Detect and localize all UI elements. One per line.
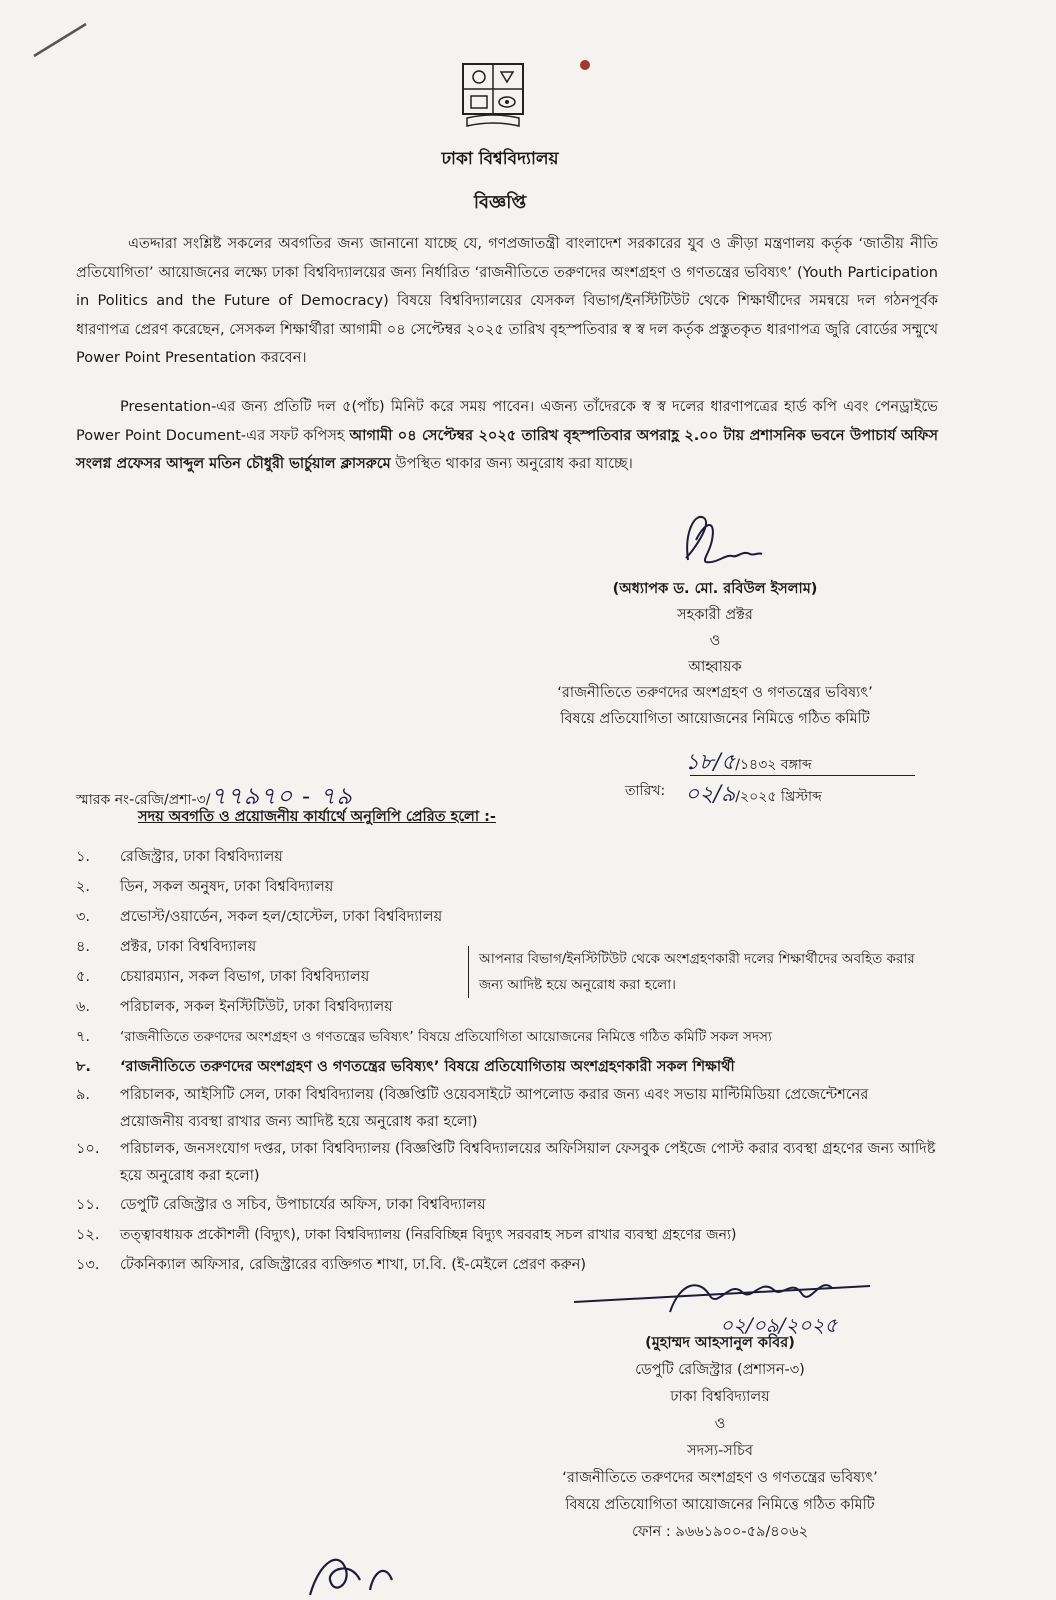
- list-item: [76, 1082, 936, 1136]
- date-english-printed: /২০২৫ খ্রিস্টাব্দ: [735, 789, 822, 805]
- list-item-number: ৯.: [76, 1087, 91, 1103]
- list-item-text: তত্ত্বাবধায়ক প্রকৌশলী (বিদ্যুৎ), ঢাকা বিশ্ববিদ্যালয় (নিরবিচ্ছিন্ন বিদ্যুৎ সরবরাহ সচল রাখার ব্যবস্থা গ্রহণের জন্য): [120, 1227, 737, 1243]
- list-item-text: চেয়ারম্যান, সকল বিভাগ, ঢাকা বিশ্ববিদ্যালয়: [120, 969, 370, 985]
- list-item-text: পরিচালক, আইসিটি সেল, ঢাকা বিশ্ববিদ্যালয় (বিজ্ঞপ্তিটি ওয়েবসাইটে আপলোড করার জন্য এবং সভায় মাল্টিমিডিয়া প্রেজেন্টেশনের প্রয়োজনীয় ব্যবস্থা রাখার জন্য আদিষ্ট হয়ে অনুরোধ করা হলো): [120, 1087, 869, 1130]
- date-english-handwritten: ০২/৯: [685, 782, 736, 807]
- member-secretary-name: (মুহাম্মদ আহসানুল কবির): [645, 1335, 795, 1351]
- convener-committee-line2: বিষয়ে প্রতিযোগিতা আয়োজনের নিমিত্তে গঠিত কমিটি: [560, 711, 870, 727]
- list-item-number: ৭.: [76, 1029, 91, 1045]
- list-item-number: ১০.: [76, 1141, 100, 1157]
- convener-block: [500, 576, 930, 732]
- list-item: [76, 1190, 936, 1220]
- member-secretary-role: সদস্য-সচিব: [687, 1443, 753, 1459]
- cc-heading: সদয় অবগতি ও প্রয়োজনীয় কার্যার্থে অনুলিপি প্রেরিত হলো :-: [138, 809, 496, 825]
- member-secretary-phone: ফোন : ৯৬৬১৯০০-৫৯/৪০৬২: [631, 1524, 808, 1540]
- ink-dot: [580, 60, 590, 70]
- list-item-number: ৫.: [76, 969, 91, 985]
- list-item-text: পরিচালক, সকল ইনস্টিটিউট, ঢাকা বিশ্ববিদ্যালয়: [120, 999, 393, 1015]
- list-item-number: ৩.: [76, 909, 91, 925]
- university-seal-icon: [461, 62, 525, 134]
- list-item: [76, 1220, 936, 1250]
- signature-date-handwritten: ০২/০৯/২০২৫: [720, 1313, 838, 1337]
- convener-title: সহকারী প্রক্টর: [677, 607, 753, 623]
- list-item: [76, 902, 936, 932]
- notice-paragraph-2: [76, 393, 938, 479]
- list-item-text: ডিন, সকল অনুষদ, ঢাকা বিশ্ববিদ্যালয়: [120, 879, 334, 895]
- date-bangla-printed: /১৪৩২ বঙ্গাব্দ: [735, 757, 812, 773]
- list-item-text: প্রভোস্ট/ওয়ার্ডেন, সকল হল/হোস্টেল, ঢাকা বিশ্ববিদ্যালয়: [120, 909, 443, 925]
- memo-label: স্মারক নং-রেজি/প্রশা-৩/: [76, 792, 211, 808]
- bracket-note: আপনার বিভাগ/ইনস্টিটিউট থেকে অংশগ্রহণকারী দলের শিক্ষার্থীদের অবহিত করার জন্য আদিষ্ট হয়ে অনুরোধ করা হলো।: [468, 946, 919, 998]
- convener-signature: [676, 510, 766, 570]
- member-secretary-org: ঢাকা বিশ্ববিদ্যালয়: [670, 1389, 770, 1405]
- cc-list: [76, 842, 936, 1280]
- list-item-number: ২.: [76, 879, 91, 895]
- list-item-number: ৮.: [76, 1059, 91, 1075]
- list-item: [76, 842, 936, 872]
- list-item-text: প্রক্টর, ঢাকা বিশ্ববিদ্যালয়: [120, 939, 257, 955]
- notice-title: বিজ্ঞপ্তি: [473, 192, 527, 213]
- list-item-number: ১১.: [76, 1197, 100, 1213]
- list-item-number: ৪.: [76, 939, 91, 955]
- paragraph-2-venue-time: আগামী ০৪ সেপ্টেম্বর ২০২৫ তারিখ বৃহস্পতিবার অপরাহ্ণ ২.০০ টায় প্রশাসনিক ভবনে উপাচার্য অফিস সংলগ্ন প্রফেসর আব্দুল মতিন চৌধুরী ভার্চুয়াল ক্লাসরুমে: [76, 427, 938, 472]
- initials-mark: [300, 1540, 410, 1600]
- list-item-number: ৬.: [76, 999, 91, 1015]
- date-divider: [690, 775, 915, 776]
- convener-name: (অধ্যাপক ড. মো. রবিউল ইসলাম): [612, 581, 818, 597]
- date-label: তারিখ:: [625, 783, 666, 799]
- member-secretary-committee-line2: বিষয়ে প্রতিযোগিতা আয়োজনের নিমিত্তে গঠিত কমিটি: [565, 1497, 875, 1513]
- date-block: [685, 748, 822, 812]
- list-item-number: ১২.: [76, 1227, 100, 1243]
- list-item: [76, 872, 936, 902]
- memo-handwritten-number: ৭৭৯৭০ - ৭৯: [210, 782, 353, 810]
- list-item: [76, 1136, 936, 1190]
- list-item-text: পরিচালক, জনসংযোগ দপ্তর, ঢাকা বিশ্ববিদ্যালয় (বিজ্ঞপ্তিটি বিশ্ববিদ্যালয়ের অফিসিয়াল ফেসবুক পেইজে পোস্ট করার ব্যবস্থা গ্রহণের জন্য আদিষ্ট হয়ে অনুরোধ করা হলো): [120, 1141, 936, 1184]
- convener-and: ও: [709, 633, 721, 649]
- member-secretary-block: [510, 1330, 930, 1546]
- member-secretary-and: ও: [714, 1416, 726, 1432]
- pen-stroke-mark: [30, 20, 90, 60]
- member-secretary-committee-line1: ‘রাজনীতিতে তরুণদের অংশগ্রহণ ও গণতন্ত্রের ভবিষ্যৎ’: [562, 1470, 878, 1486]
- list-item-text: টেকনিক্যাল অফিসার, রেজিস্ট্রারের ব্যক্তিগত শাখা, ঢা.বি. (ই-মেইলে প্রেরণ করুন): [120, 1257, 587, 1273]
- list-item-text: ডেপুটি রেজিস্ট্রার ও সচিব, উপাচার্যের অফিস, ঢাকা বিশ্ববিদ্যালয়: [120, 1197, 486, 1213]
- convener-role: আহ্বায়ক: [688, 659, 742, 675]
- list-item-text: ‘রাজনীতিতে তরুণদের অংশগ্রহণ ও গণতন্ত্রের ভবিষ্যৎ’ বিষয়ে প্রতিযোগিতায় অংশগ্রহণকারী সকল শিক্ষার্থী: [120, 1059, 735, 1075]
- member-secretary-title: ডেপুটি রেজিস্ট্রার (প্রশাসন-৩): [635, 1362, 805, 1378]
- convener-committee-line1: ‘রাজনীতিতে তরুণদের অংশগ্রহণ ও গণতন্ত্রের ভবিষ্যৎ’: [557, 685, 873, 701]
- list-item-text: ‘রাজনীতিতে তরুণদের অংশগ্রহণ ও গণতন্ত্রের ভবিষ্যৎ’ বিষয়ে প্রতিযোগিতা আয়োজনের নিমিত্তে গঠিত কমিটি সকল সদস্য: [120, 1029, 772, 1045]
- list-item: [76, 1022, 936, 1052]
- list-item-text: রেজিস্ট্রার, ঢাকা বিশ্ববিদ্যালয়: [120, 849, 283, 865]
- university-name: ঢাকা বিশ্ববিদ্যালয়: [441, 149, 559, 169]
- paragraph-2-lead: Presentation-এর জন্য প্রতিটি দল ৫(পাঁচ) মিনিট করে সময় পাবেন। এজন্য তাঁদেরকে স্ব স্ব দলের ধারণাপত্রের হার্ড কপি এবং পেনড্রাইভে Power Point Document-এর সফট কপিসহ: [76, 399, 938, 444]
- date-english: [685, 780, 822, 812]
- list-item-number: ১৩.: [76, 1257, 100, 1273]
- date-bangla-handwritten: ১৮/৫: [685, 750, 736, 775]
- list-item-number: ১.: [76, 849, 91, 865]
- paragraph-2-tail: উপস্থিত থাকার জন্য অনুরোধ করা যাচ্ছে।: [390, 456, 633, 472]
- notice-paragraph-1: এতদ্দারা সংশ্লিষ্ট সকলের অবগতির জন্য জানানো যাচ্ছে যে, গণপ্রজাতন্ত্রী বাংলাদেশ সরকারের যুব ও ক্রীড়া মন্ত্রণালয় কর্তৃক ‘জাতীয় নীতি প্রতিযোগিতা’ আয়োজনের লক্ষ্যে ঢাকা বিশ্ববিদ্যালয়ের জন্য নির্ধারিত ‘রাজনীতিতে তরুণদের অংশগ্রহণ ও গণতন্ত্রের ভবিষ্যৎ’ (Youth Participation in Politics and the Future of Democracy) বিষয়ে বিশ্ববিদ্যালয়ের যেসকল বিভাগ/ইনস্টিটিউট থেকে শিক্ষার্থীদের সমন্বয়ে দল গঠনপূর্বক ধারণাপত্র প্রেরণ করেছেন, সেসকল শিক্ষার্থীরা আগামী ০৪ সেপ্টেম্বর ২০২৫ তারিখ বৃহস্পতিবার স্ব স্ব দল কর্তৃক প্রস্তুতকৃত ধারণাপত্র জুরি বোর্ডের সম্মুখে Power Point Presentation করবেন।: [76, 236, 938, 366]
- list-item: [76, 1052, 936, 1082]
